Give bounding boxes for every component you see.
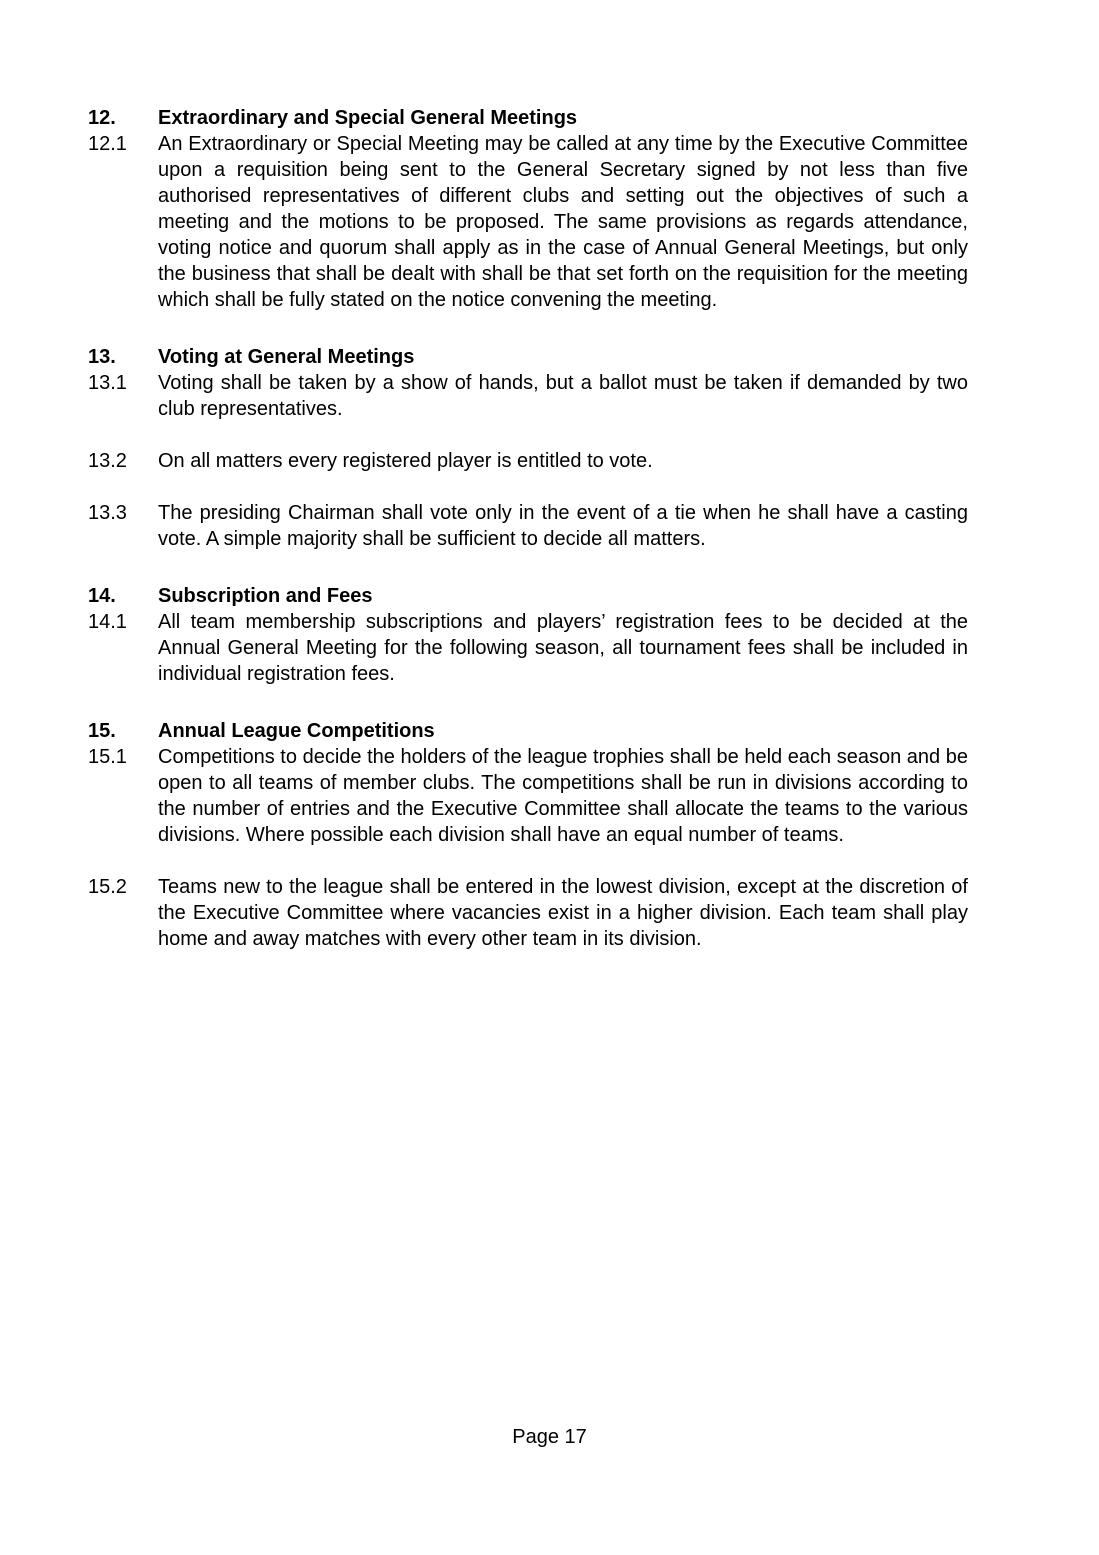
- clause-number: 12.1: [88, 133, 127, 155]
- section-voting: [88, 344, 968, 552]
- clause: [88, 609, 968, 687]
- clause-number: 13.1: [88, 372, 127, 394]
- clause-text: On all matters every registered player is entitled to vote.: [158, 450, 653, 472]
- section-extraordinary-meetings: [88, 105, 968, 313]
- clause: [88, 131, 968, 313]
- section-heading: [88, 718, 968, 744]
- section-number: 14.: [88, 585, 116, 607]
- section-annual-league-competitions: [88, 718, 968, 952]
- section-heading: [88, 105, 968, 131]
- clause-number: 13.3: [88, 502, 127, 524]
- clause-text: An Extraordinary or Special Meeting may be called at any time by the Executive Committee upon a requisition being sent to the General Secretary signed by not less than five authorised representatives of different clubs and setting out the objectives of such a meeting and the motions to be proposed. The same provisions as regards attendance, voting notice and quorum shall apply as in the case of Annual General Meetings, but only the business that shall be dealt with shall be that set forth on the requisition for the meeting which shall be fully stated on the notice convening the meeting.: [158, 133, 968, 311]
- section-number: 12.: [88, 107, 116, 129]
- clause: [88, 370, 968, 422]
- clause: [88, 744, 968, 848]
- section-title: Extraordinary and Special General Meetings: [158, 107, 578, 129]
- clause-number: 15.2: [88, 876, 127, 898]
- section-heading: [88, 583, 968, 609]
- clause: [88, 448, 968, 474]
- clause-number: 15.1: [88, 746, 127, 768]
- section-subscription-fees: [88, 583, 968, 687]
- clause-text: Teams new to the league shall be entered in the lowest division, except at the discretion of the Executive Committee where vacancies exist in a higher division. Each team shall play home and away matches with every other team in its division.: [158, 876, 968, 950]
- clause: [88, 500, 968, 552]
- clause-number: 13.2: [88, 450, 127, 472]
- clause-text: Competitions to decide the holders of the league trophies shall be held each season and be open to all teams of member clubs. The competitions shall be run in divisions according to the number of entries and the Executive Committee shall allocate the teams to the various divisions. Where possible each division shall have an equal number of teams.: [158, 746, 968, 846]
- section-heading: [88, 344, 968, 370]
- section-number: 13.: [88, 346, 116, 368]
- section-title: Voting at General Meetings: [158, 346, 415, 368]
- clause-text: The presiding Chairman shall vote only in the event of a tie when he shall have a casting vote. A simple majority shall be sufficient to decide all matters.: [158, 502, 968, 550]
- section-title: Subscription and Fees: [158, 585, 373, 607]
- clause-number: 14.1: [88, 611, 127, 633]
- page-footer: Page 17: [512, 1426, 587, 1448]
- section-title: Annual League Competitions: [158, 720, 435, 742]
- section-number: 15.: [88, 720, 116, 742]
- clause-text: All team membership subscriptions and players’ registration fees to be decided at the Annual General Meeting for the following season, all tournament fees shall be included in individual registration fees.: [158, 611, 968, 685]
- clause: [88, 874, 968, 952]
- clause-text: Voting shall be taken by a show of hands, but a ballot must be taken if demanded by two club representatives.: [158, 372, 968, 420]
